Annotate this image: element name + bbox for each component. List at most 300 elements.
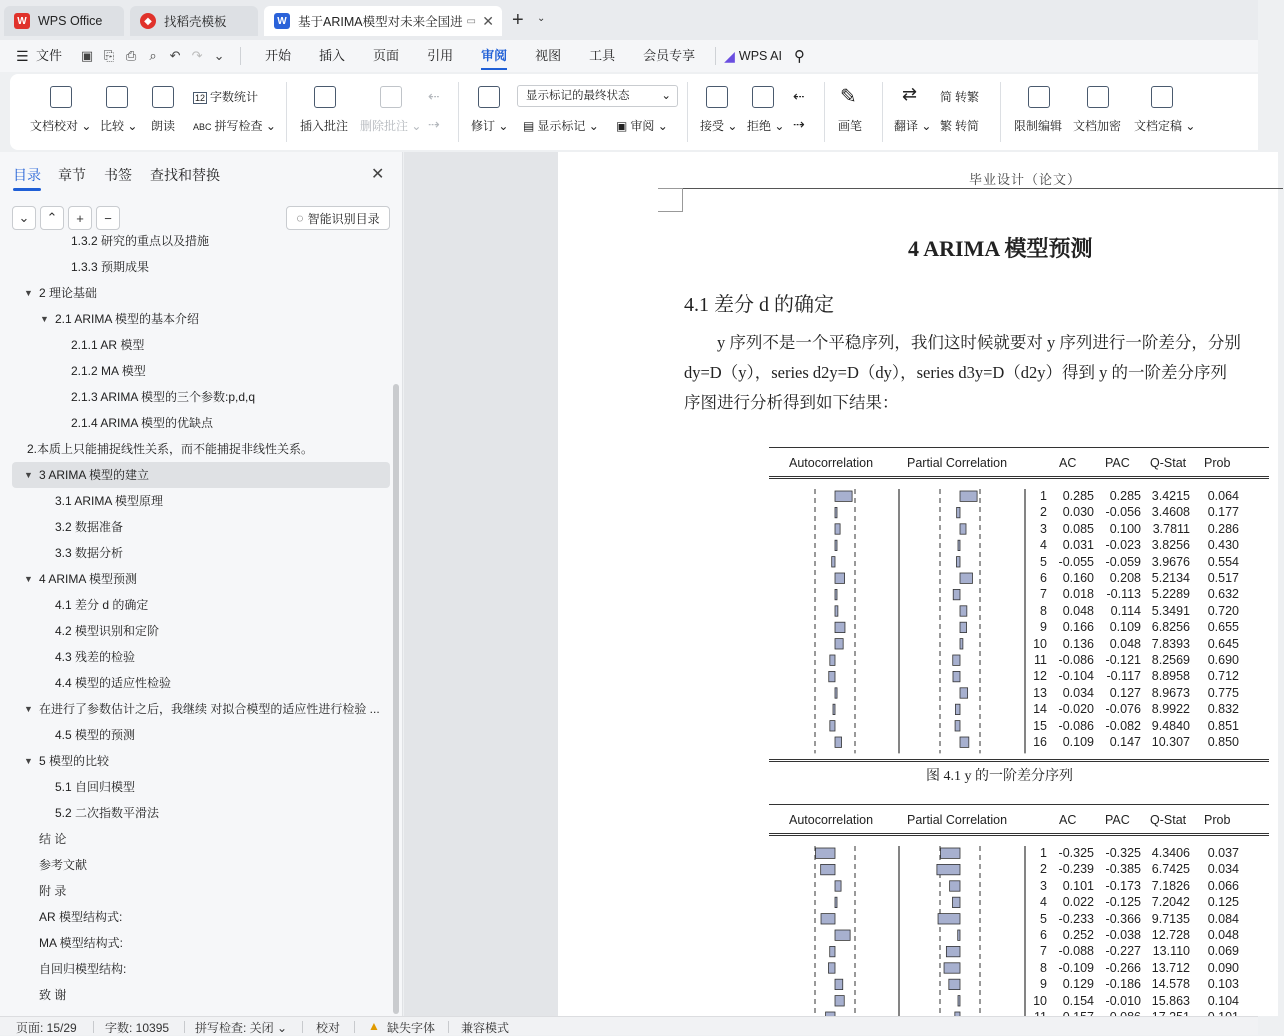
toc-item[interactable]	[12, 852, 390, 878]
tab-bookmarks[interactable]: 书签	[104, 167, 132, 183]
ac-value: -0.109	[1058, 960, 1094, 975]
q-stat: 7.8393	[1151, 636, 1190, 651]
screen-icon[interactable]: ▭	[466, 15, 476, 27]
finalize-icon[interactable]	[1151, 86, 1173, 108]
prob: 0.832	[1207, 702, 1239, 717]
pac-value: -0.173	[1105, 878, 1141, 893]
pac-value: 0.147	[1109, 735, 1141, 749]
title-bar	[0, 0, 1258, 40]
table-row	[769, 719, 1269, 735]
prob: 0.712	[1207, 669, 1239, 684]
table-row	[769, 555, 1269, 571]
q-stat: 8.2569	[1151, 653, 1190, 667]
doc-check-button[interactable]: 文档校对 ⌄	[30, 119, 92, 133]
to-simplified-button[interactable]: 繁 转简	[940, 119, 980, 133]
table-row	[769, 604, 1269, 620]
prob: 0.632	[1207, 587, 1239, 602]
tab-label: 找稻壳模板	[164, 15, 227, 29]
ac-value: 0.285	[1062, 489, 1094, 503]
word-count[interactable]: 字数: 10395	[105, 1021, 170, 1035]
toc-item[interactable]	[12, 540, 390, 566]
menu-page[interactable]: 页面	[373, 48, 400, 63]
prob: 0.037	[1207, 846, 1239, 860]
para-line: y 序列不是一个平稳序列，我们这时候就要对 y 序列进行一阶差分，分别	[717, 333, 1241, 352]
tab-find-replace[interactable]: 查找和替换	[150, 167, 220, 183]
section-title: 4.1 差分 d 的确定	[684, 294, 834, 316]
table-row	[769, 587, 1269, 603]
toc-item[interactable]	[12, 332, 390, 358]
q-stat: 3.4215	[1151, 489, 1190, 503]
toc-item[interactable]	[12, 930, 390, 956]
column-header: Autocorrelation	[789, 456, 874, 470]
menu-view[interactable]: 视图	[535, 48, 562, 63]
ac-value: 0.136	[1062, 636, 1094, 651]
encrypt-icon[interactable]	[1087, 86, 1109, 108]
lag: 8	[1040, 603, 1047, 618]
pac-value: -0.059	[1105, 554, 1141, 569]
pac-value: -0.113	[1106, 587, 1141, 602]
column-header: Q-Stat	[1150, 813, 1187, 827]
toc-item-label: AR 模型结构式:	[39, 910, 123, 924]
q-stat: 5.3491	[1151, 603, 1190, 618]
tab-wps-office[interactable]	[4, 6, 124, 36]
pen-icon[interactable]: ✎	[840, 86, 857, 108]
prob: 0.775	[1207, 685, 1239, 700]
accept-button[interactable]: 接受 ⌄	[700, 119, 738, 133]
lag: 5	[1040, 554, 1047, 569]
tab-toc[interactable]: 目录	[13, 167, 41, 183]
review-pane-button[interactable]: ▣ 审阅 ⌄	[616, 119, 668, 133]
q-stat: 8.9673	[1151, 685, 1190, 700]
menu-membership[interactable]: 会员专享	[643, 48, 696, 63]
proof-status[interactable]: 校对	[316, 1021, 341, 1035]
chevron-down-icon[interactable]: ⌄	[213, 48, 225, 63]
minus-icon: −	[104, 210, 112, 226]
lag: 4	[1040, 538, 1047, 553]
plus-icon: +	[76, 210, 84, 226]
translate-button[interactable]: 翻译 ⌄	[894, 119, 932, 133]
prob: 0.069	[1207, 944, 1239, 959]
spell-check-status[interactable]: 拼写检查: 关闭 ⌄	[195, 1021, 288, 1035]
toc-item[interactable]	[12, 592, 390, 618]
menu-bar	[0, 40, 1258, 72]
lag: 4	[1040, 895, 1047, 910]
expand-arrow-icon[interactable]: ▼	[24, 704, 33, 714]
column-header: Partial Correlation	[907, 456, 1008, 470]
pac-value: -0.266	[1105, 960, 1141, 975]
toc-item[interactable]	[12, 462, 390, 488]
toc-item-label: 3.3 数据分析	[55, 546, 124, 560]
toc-item[interactable]	[12, 982, 390, 1008]
pac-value: -0.227	[1105, 944, 1141, 959]
add-heading-button[interactable]	[68, 206, 92, 230]
tab-document[interactable]	[264, 6, 502, 36]
missing-font-status[interactable]: 缺失字体	[387, 1021, 436, 1035]
toc-item[interactable]	[12, 748, 390, 774]
navigation-panel	[0, 152, 403, 1016]
tab-label: WPS Office	[38, 14, 103, 28]
read-aloud-button[interactable]: 朗读	[151, 119, 176, 133]
q-stat: 14.578	[1151, 977, 1190, 992]
pac-value: -0.186	[1105, 977, 1141, 992]
table-row	[769, 538, 1269, 554]
pac-value: 0.048	[1109, 636, 1141, 651]
table-row	[769, 522, 1269, 538]
save-icon[interactable]: ▣	[80, 48, 94, 63]
print-icon[interactable]: ⎙	[125, 48, 137, 63]
toc-item[interactable]	[12, 228, 390, 254]
toc-item[interactable]	[12, 514, 390, 540]
q-stat: 6.7425	[1151, 862, 1190, 877]
to-traditional-button[interactable]: 简 转繁	[940, 90, 980, 104]
read-aloud-icon[interactable]	[152, 86, 174, 108]
toc-item[interactable]	[12, 410, 390, 436]
ac-value: -0.020	[1058, 702, 1094, 717]
lag: 2	[1040, 862, 1047, 877]
toc-item-label: 5.2 二次指数平滑法	[55, 806, 160, 820]
q-stat: 9.7135	[1151, 911, 1190, 926]
lag: 6	[1040, 928, 1047, 942]
table-row	[769, 620, 1269, 636]
q-stat: 13.110	[1152, 944, 1190, 959]
expand-all-button[interactable]	[12, 206, 36, 230]
reject-button[interactable]: 拒绝 ⌄	[747, 119, 785, 133]
new-tab-icon[interactable]: +	[512, 9, 524, 31]
toc-item-label: 2.1.4 ARIMA 模型的优缺点	[71, 416, 214, 430]
next-change-icon[interactable]: ⇢	[793, 116, 805, 132]
page-header: 毕业设计（论文）	[969, 172, 1082, 187]
table-row	[769, 686, 1269, 702]
q-stat: 3.4608	[1151, 505, 1190, 520]
toc-item-label: 参考文献	[39, 858, 88, 872]
divider	[354, 1021, 355, 1033]
doc-check-icon[interactable]	[50, 86, 72, 108]
column-header: Autocorrelation	[789, 813, 874, 827]
pac-value: -0.366	[1105, 911, 1141, 926]
toc-item-label: 2.1.2 MA 模型	[71, 364, 146, 378]
figure-caption: 图 4.1 y 的一阶差分序列	[926, 769, 1073, 784]
prob: 0.720	[1207, 603, 1239, 618]
lag: 8	[1040, 960, 1047, 975]
scrollbar[interactable]	[393, 384, 399, 1014]
pen-button[interactable]: 画笔	[838, 119, 863, 133]
q-stat: 5.2134	[1151, 571, 1190, 585]
lag: 10	[1033, 993, 1047, 1008]
ac-value: 0.109	[1062, 735, 1094, 749]
toc-item-label: 4.5 模型的预测	[55, 728, 136, 742]
restrict-edit-button[interactable]: 限制编辑	[1014, 119, 1063, 133]
q-stat: 13.712	[1151, 960, 1190, 975]
toc-item[interactable]	[12, 488, 390, 514]
traditional-icon: 简	[940, 90, 953, 104]
toc-item[interactable]	[12, 722, 390, 748]
pac-value: -0.076	[1105, 702, 1141, 717]
toc-item-label: MA 模型结构式:	[39, 936, 124, 950]
q-stat: 6.8256	[1151, 620, 1190, 635]
expand-arrow-icon[interactable]: ▼	[24, 470, 33, 480]
ac-value: -0.233	[1058, 911, 1094, 926]
toc-item[interactable]	[12, 358, 390, 384]
ac-value: -0.086	[1058, 653, 1094, 667]
prob: 0.554	[1207, 554, 1239, 569]
table-row	[769, 961, 1269, 977]
toc-item-label: 2.1 ARIMA 模型的基本介绍	[55, 312, 200, 326]
hamburger-icon[interactable]: ☰	[16, 47, 29, 64]
toc-item-label: 在进行了参数估计之后，我继续 对拟合模型的适应性进行检验 ...	[39, 702, 380, 716]
table-row	[769, 571, 1269, 587]
prob: 0.655	[1207, 620, 1239, 635]
tab-label: 基于ARIMA模型对未来全国进	[298, 15, 463, 29]
spell-check-button[interactable]: ABC 拼写检查 ⌄	[193, 119, 276, 133]
tab-chapters[interactable]: 章节	[58, 167, 86, 183]
table-header	[769, 804, 1269, 836]
divider	[286, 82, 287, 142]
para-line: 序图进行分析得到如下结果：	[684, 393, 899, 412]
menu-home[interactable]: 开始	[265, 48, 292, 63]
toc-item[interactable]	[12, 566, 390, 592]
close-icon[interactable]: ✕	[482, 12, 494, 29]
show-markup-button[interactable]: ▤ 显示标记 ⌄	[523, 119, 599, 133]
divider	[715, 47, 716, 65]
ac-value: 0.085	[1062, 521, 1094, 536]
delete-comment-button: 删除批注 ⌄	[360, 119, 422, 133]
expand-arrow-icon[interactable]: ▼	[24, 288, 33, 298]
toc-item-label: 4 ARIMA 模型预测	[39, 572, 138, 586]
table-row	[769, 669, 1269, 685]
prob: 0.645	[1207, 636, 1239, 651]
compare-icon[interactable]	[106, 86, 128, 108]
prob: 0.064	[1207, 489, 1239, 503]
toc-item[interactable]	[12, 878, 390, 904]
q-stat: 9.4840	[1151, 718, 1190, 733]
lag: 3	[1040, 878, 1047, 893]
prob: 0.125	[1207, 895, 1239, 910]
toc-item[interactable]	[12, 254, 390, 280]
delete-comment-icon	[380, 86, 402, 108]
toc-item-label: 自回归模型结构:	[39, 962, 127, 976]
wps-logo-icon: W	[14, 13, 30, 29]
toc-item[interactable]	[12, 956, 390, 982]
previous-change-icon[interactable]: ⇠	[793, 88, 805, 104]
toc-item[interactable]	[12, 826, 390, 852]
compare-button[interactable]: 比较 ⌄	[100, 119, 138, 133]
reject-icon[interactable]	[752, 86, 774, 108]
body-paragraph	[684, 328, 1284, 418]
prob: 0.034	[1207, 862, 1239, 877]
table-row	[769, 702, 1269, 718]
page-indicator[interactable]: 页面: 15/29	[16, 1021, 77, 1035]
column-header: Prob	[1204, 813, 1231, 827]
prob: 0.103	[1207, 977, 1239, 992]
toc-item[interactable]	[12, 436, 390, 462]
ac-value: 0.129	[1062, 977, 1094, 992]
toc-item[interactable]	[12, 618, 390, 644]
prob: 0.066	[1207, 878, 1239, 893]
divider	[240, 47, 241, 65]
column-header: Partial Correlation	[907, 813, 1008, 827]
ac-value: 0.031	[1062, 538, 1094, 553]
toc-item-label: 1.3.2 研究的重点以及措施	[71, 234, 210, 248]
menu-review[interactable]: 审阅	[467, 40, 521, 72]
lag: 1	[1040, 846, 1047, 860]
toc-item[interactable]	[12, 904, 390, 930]
table-row	[769, 505, 1269, 521]
remove-heading-button[interactable]	[96, 206, 120, 230]
chevron-down-icon[interactable]: ⌄	[537, 13, 546, 24]
table-row	[769, 735, 1269, 751]
lag: 1	[1040, 489, 1047, 503]
ac-value: 0.166	[1062, 620, 1094, 635]
table-row	[769, 895, 1269, 911]
ac-value: 0.030	[1062, 505, 1094, 520]
correlogram-table-2	[769, 804, 1269, 1024]
ac-value: 0.048	[1062, 603, 1094, 618]
status-bar	[0, 1016, 1258, 1035]
q-stat: 4.3406	[1151, 846, 1190, 860]
pac-value: -0.125	[1105, 895, 1141, 910]
toc-item-label: 结 论	[39, 832, 67, 846]
chevron-down-icon: ⌄	[661, 90, 671, 102]
toc-item[interactable]	[12, 384, 390, 410]
pac-value: -0.385	[1105, 862, 1141, 877]
toc-item-label: 2.1.1 AR 模型	[71, 338, 145, 352]
divider	[458, 82, 459, 142]
lag: 14	[1033, 702, 1047, 717]
expand-arrow-icon[interactable]: ▼	[24, 756, 33, 766]
undo-icon[interactable]: ↶	[169, 48, 181, 63]
table-header	[769, 447, 1269, 479]
prob: 0.084	[1207, 911, 1239, 926]
q-stat: 12.728	[1151, 928, 1190, 942]
toc-item-label: 致 谢	[39, 988, 67, 1002]
margin-mark	[658, 211, 683, 212]
translate-icon[interactable]: ⇄	[902, 84, 918, 104]
pac-value: -0.038	[1105, 928, 1141, 942]
close-icon[interactable]: ✕	[371, 166, 385, 183]
toc-item[interactable]	[12, 696, 390, 722]
q-stat: 10.307	[1151, 735, 1190, 749]
ac-value: -0.104	[1058, 669, 1094, 684]
word-count-button[interactable]: 12 字数统计	[195, 90, 259, 104]
simplified-icon: 繁	[940, 119, 953, 133]
ac-value: 0.034	[1062, 685, 1094, 700]
ac-value: 0.101	[1062, 878, 1094, 893]
toc-list	[0, 234, 392, 1016]
toc-item-label: 3.1 ARIMA 模型原理	[55, 494, 164, 508]
prob: 0.104	[1207, 993, 1239, 1008]
column-header: Prob	[1204, 456, 1231, 470]
q-stat: 15.863	[1151, 993, 1190, 1008]
chevron-down-icon: ⌄	[18, 210, 30, 225]
table-row	[769, 912, 1269, 928]
expand-arrow-icon[interactable]: ▼	[40, 314, 49, 324]
lag: 10	[1033, 636, 1047, 651]
ac-value: -0.055	[1058, 554, 1094, 569]
smart-toc-button[interactable]: ◌ 智能识别目录	[286, 206, 390, 230]
toc-item-label: 2.本质上只能捕捉线性关系，而不能捕捉非线性关系。	[27, 442, 314, 456]
lag: 13	[1033, 685, 1047, 700]
toc-item-label: 4.2 模型识别和定阶	[55, 624, 160, 638]
chevron-up-icon: ⌃	[46, 210, 58, 225]
search-icon[interactable]: ⚲	[794, 48, 805, 65]
restrict-edit-icon[interactable]	[1028, 86, 1050, 108]
ac-value: -0.325	[1058, 846, 1094, 860]
table-row	[769, 977, 1269, 993]
collapse-all-button[interactable]	[40, 206, 64, 230]
toc-item-label: 5 模型的比较	[39, 754, 110, 768]
redo-icon[interactable]: ↷	[191, 48, 203, 63]
table-row	[769, 928, 1269, 944]
revise-button[interactable]: 修订 ⌄	[471, 119, 509, 133]
toc-item[interactable]	[12, 644, 390, 670]
q-stat: 8.9922	[1151, 702, 1190, 717]
pac-value: 0.100	[1109, 521, 1141, 536]
accept-icon[interactable]	[706, 86, 728, 108]
tab-template[interactable]	[130, 6, 258, 36]
toc-item[interactable]	[12, 670, 390, 696]
q-stat: 3.7811	[1152, 521, 1190, 536]
para-line: dy=D（y），series d2y=D（dy），series d3y=D（d2y）得到 y 的一阶差分序列	[684, 363, 1228, 382]
menu-insert[interactable]: 插入	[319, 48, 346, 63]
menu-file[interactable]: 文件	[36, 48, 63, 63]
prob: 0.850	[1207, 735, 1239, 749]
toc-item[interactable]	[12, 800, 390, 826]
finalize-button[interactable]: 文档定稿 ⌄	[1134, 119, 1196, 133]
q-stat: 3.9676	[1151, 554, 1190, 569]
toc-item[interactable]	[12, 306, 390, 332]
encrypt-button[interactable]: 文档加密	[1073, 119, 1122, 133]
pac-value: -0.023	[1105, 538, 1141, 553]
insert-comment-icon[interactable]	[314, 86, 336, 108]
prob: 0.090	[1207, 960, 1239, 975]
lag: 9	[1040, 977, 1047, 992]
chapter-title: 4 ARIMA 模型预测	[908, 236, 1093, 261]
menu-wps-ai[interactable]: WPS AI	[738, 49, 782, 63]
lag: 9	[1040, 620, 1047, 635]
print-preview-icon[interactable]: ⌕	[149, 48, 157, 63]
ac-value: -0.239	[1058, 862, 1094, 877]
ac-value: 0.154	[1062, 993, 1094, 1008]
menu-tools[interactable]: 工具	[589, 48, 616, 63]
toc-item[interactable]	[12, 774, 390, 800]
divider	[824, 82, 825, 142]
ribbon-toolbar	[10, 74, 1258, 150]
pac-value: -0.010	[1105, 993, 1141, 1008]
review-pane-icon: ▣	[616, 119, 628, 133]
q-stat: 7.2042	[1151, 895, 1190, 910]
divider	[882, 82, 883, 142]
toc-item[interactable]	[12, 280, 390, 306]
wps-ai-icon: ◢	[724, 47, 735, 64]
table-bottom-rule	[769, 759, 1269, 762]
prob: 0.851	[1207, 718, 1239, 733]
revise-icon[interactable]	[478, 86, 500, 108]
pac-value: -0.325	[1105, 846, 1141, 860]
pac-value: 0.285	[1109, 489, 1141, 503]
expand-arrow-icon[interactable]: ▼	[24, 574, 33, 584]
insert-comment-button[interactable]: 插入批注	[300, 119, 349, 133]
toc-item-label: 4.1 差分 d 的确定	[55, 598, 149, 612]
show-markup-icon: ▤	[523, 119, 535, 133]
menu-references[interactable]: 引用	[427, 48, 454, 63]
markup-display-select[interactable]: 显示标记的最终状态 ⌄	[517, 85, 678, 107]
column-header: AC	[1059, 456, 1077, 470]
margin-mark	[658, 188, 683, 212]
prob: 0.430	[1207, 538, 1239, 553]
share-icon[interactable]: ⎘	[103, 48, 115, 63]
toc-item-label: 4.4 模型的适应性检验	[55, 676, 172, 690]
lag: 7	[1040, 587, 1047, 602]
